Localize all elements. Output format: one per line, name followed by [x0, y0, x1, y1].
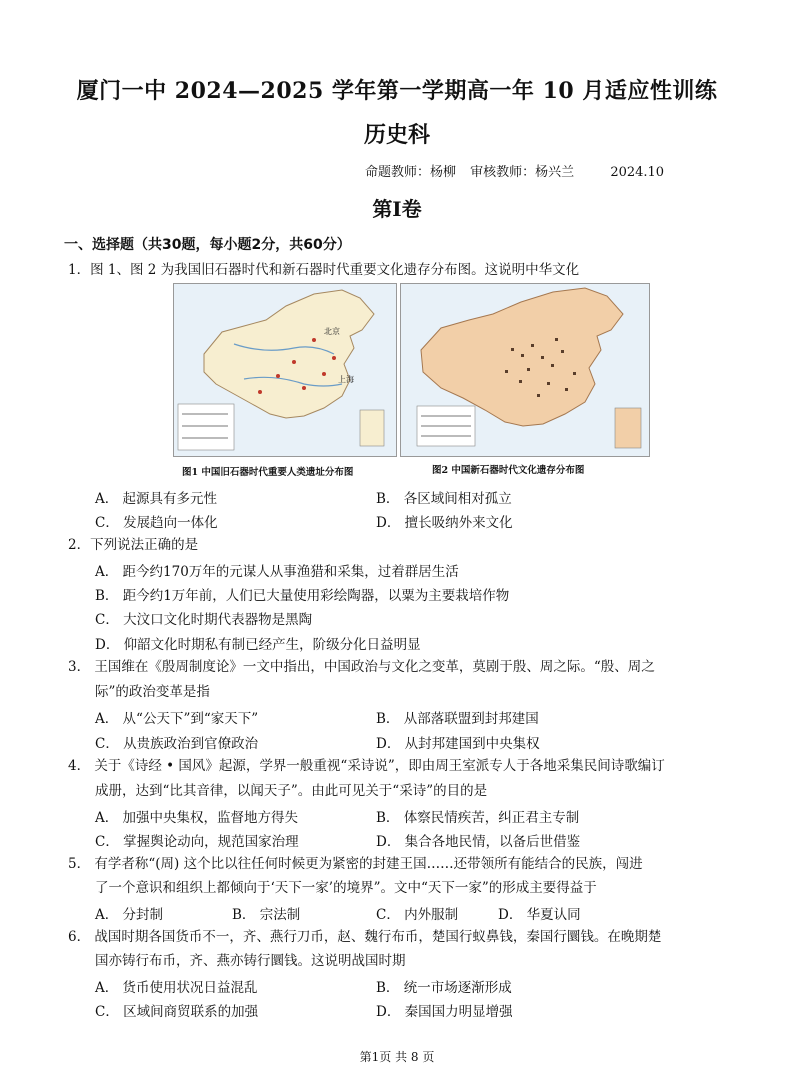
q5-option-b[interactable]: B． 宗法制: [232, 907, 301, 923]
q3-option-d[interactable]: D． 从封邦建国到中央集权: [376, 736, 540, 752]
question-6-stem-line-2: 国亦铸行布币，齐、燕亦铸行圜钱。这说明战国时期: [95, 953, 406, 969]
question-1-stem: 1．图 1、图 2 为我国旧石器时代和新石器时代重要文化遗存分布图。这说明中华文化: [68, 262, 580, 278]
q4-option-b[interactable]: B． 体察民情疾苦，纠正君主专制: [376, 810, 580, 826]
exam-title: 厦门一中 2024—2025 学年第一学期高一年 10 月适应性训练: [76, 78, 718, 104]
q2-option-b[interactable]: B． 距今约1万年前，人们已大量使用彩绘陶器，以粟为主要栽培作物: [95, 588, 510, 604]
q2-option-d[interactable]: D． 仰韶文化时期私有制已经产生，阶级分化日益明显: [95, 637, 421, 653]
q6-option-c[interactable]: C． 区域间商贸联系的加强: [95, 1004, 259, 1020]
china-outline: [204, 290, 374, 418]
q5-option-a[interactable]: A． 分封制: [95, 907, 164, 923]
figure-2-caption: 图2 中国新石器时代文化遗存分布图: [432, 465, 585, 476]
map-label-shanghai: 上海: [338, 375, 354, 384]
q4-option-c[interactable]: C． 掌握舆论动向，规范国家治理: [95, 834, 299, 850]
question-5-stem-line-1: 5． 有学者称“(周) 这个比以往任何时候更为紧密的封建王国……还带领所有能结合的民族，闯进: [68, 856, 643, 872]
volume-heading: 第Ⅰ卷: [372, 197, 422, 221]
q4-option-d[interactable]: D． 集合各地民情，以备后世借鉴: [376, 834, 581, 850]
section-heading: 一、选择题（共30题，每小题2分，共60分）: [64, 237, 351, 253]
page-footer: 第1页 共 8 页: [359, 1050, 435, 1064]
q6-option-a[interactable]: A． 货币使用状况日益混乱: [95, 980, 258, 996]
question-4-stem-line-1: 4． 关于《诗经 • 国风》起源，学界一般重视“采诗说”，即由周王室派专人于各地采集民间诗歌编订: [68, 758, 665, 774]
q5-option-c[interactable]: C． 内外服制: [376, 907, 459, 923]
figure-1-caption: 图1 中国旧石器时代重要人类遗址分布图: [182, 467, 354, 478]
subject-title: 历史科: [363, 122, 430, 148]
map-label-beijing: 北京: [324, 327, 340, 336]
question-2-stem: 2．下列说法正确的是: [68, 537, 199, 553]
q1-option-b[interactable]: B． 各区域间相对孤立: [376, 491, 512, 507]
reviewer: 审核教师：杨兴兰: [470, 165, 575, 180]
q2-option-a[interactable]: A． 距今约170万年的元谋人从事渔猎和采集，过着群居生活: [95, 564, 459, 580]
q3-option-c[interactable]: C． 从贵族政治到官僚政治: [95, 736, 259, 752]
q1-option-a[interactable]: A． 起源具有多元性: [95, 491, 218, 507]
question-6-stem-line-1: 6． 战国时期各国货币不一，齐、燕行刀币，赵、魏行布币，楚国行蚁鼻钱，秦国行圜钱。在晚期楚: [68, 929, 662, 945]
figure-1-map: [173, 283, 397, 457]
question-4-stem-line-2: 成册，达到“比其音律，以闻天子”。由此可见关于“采诗”的目的是: [95, 783, 488, 799]
q4-option-a[interactable]: A． 加强中央集权，监督地方得失: [95, 810, 299, 826]
question-3-stem-line-1: 3． 王国维在《殷周制度论》一文中指出，中国政治与文化之变革，莫剧于殷、周之际。“殷、周之: [68, 659, 655, 675]
q6-option-d[interactable]: D． 秦国国力明显增强: [376, 1004, 513, 1020]
question-3-stem-line-2: 际”的政治变革是指: [95, 684, 210, 700]
q1-option-d[interactable]: D． 擅长吸纳外来文化: [376, 515, 513, 531]
exam-date: 2024.10: [610, 165, 665, 180]
q2-option-c[interactable]: C． 大汶口文化时期代表器物是黑陶: [95, 612, 313, 628]
q3-option-a[interactable]: A． 从“公天下”到“家天下”: [95, 711, 259, 727]
q6-option-b[interactable]: B． 统一市场逐渐形成: [376, 980, 512, 996]
q3-option-b[interactable]: B． 从部落联盟到封邦建国: [376, 711, 539, 727]
figure-2-map: [400, 283, 650, 457]
author-line: [365, 161, 674, 180]
q1-option-c[interactable]: C． 发展趋向一体化: [95, 515, 218, 531]
q5-option-d[interactable]: D． 华夏认同: [498, 907, 581, 923]
author: 命题教师：杨柳: [365, 165, 457, 180]
question-5-stem-line-2: 了一个意识和组织上都倾向于‘天下一家’的境界”。文中“天下一家”的形成主要得益于: [95, 880, 597, 896]
